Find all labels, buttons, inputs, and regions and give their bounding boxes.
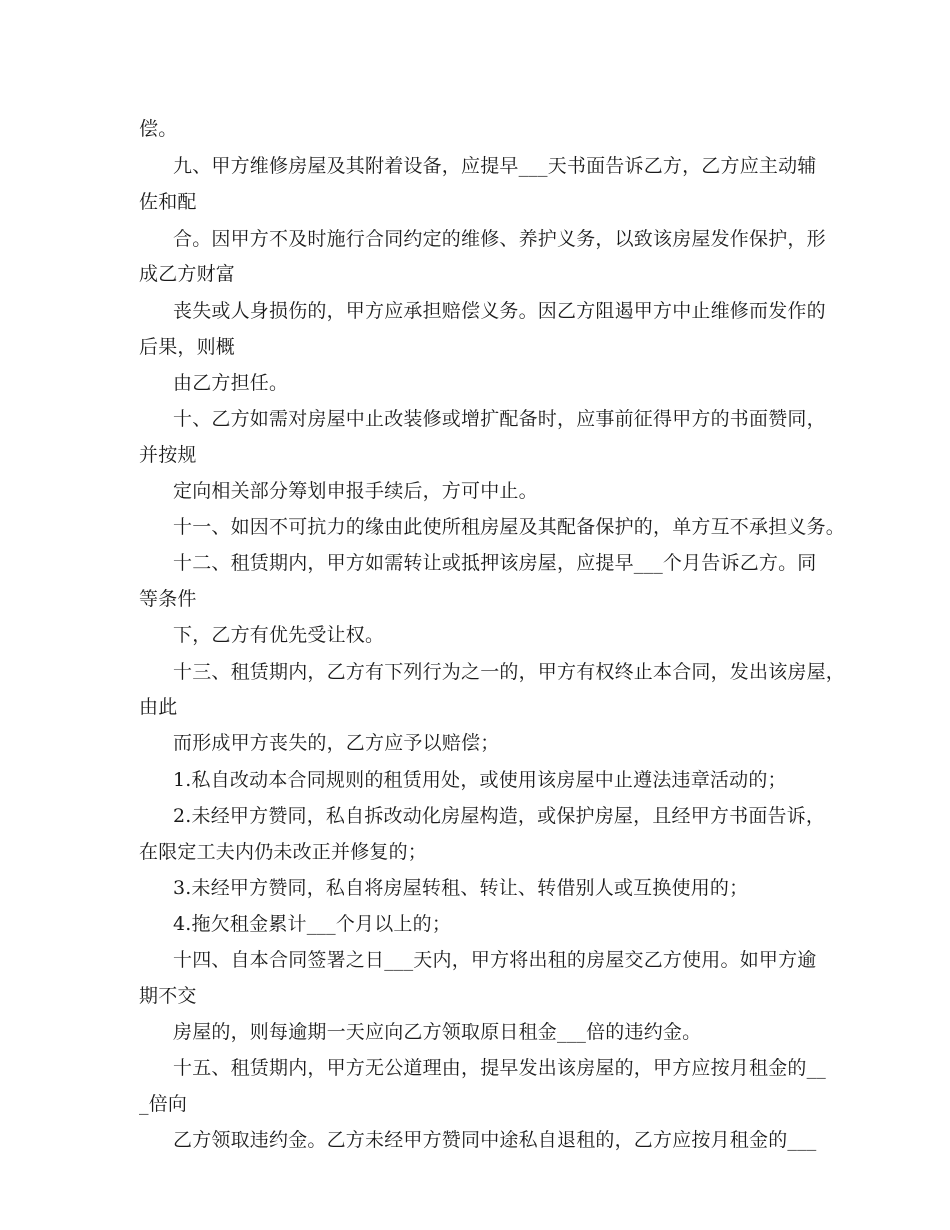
- text-line-17: 由此: [139, 696, 178, 718]
- text-line-9: 十、乙方如需对房屋中止改装修或增扩配备时，应事前征得甲方的书面赞同，: [173, 408, 826, 430]
- text-line-22: 3.未经甲方赞同，私自将房屋转租、转让、转借别人或互换使用的；: [173, 877, 749, 899]
- text-line-4: 合。因甲方不及时施行合同约定的维修、养护义务，以致该房屋发作保护，形: [173, 228, 826, 250]
- text-line-26: 房屋的，则每逾期一天应向乙方领取原日租金___倍的违约金。: [173, 1021, 702, 1043]
- text-line-5: 成乙方财富: [139, 263, 236, 285]
- text-line-15: 下，乙方有优先受让权。: [173, 624, 385, 646]
- text-line-28: _倍向: [139, 1093, 188, 1115]
- text-line-24: 十四、自本合同签署之日___天内，甲方将出租的房屋交乙方使用。如甲方逾: [173, 949, 817, 971]
- text-line-25: 期不交: [139, 985, 197, 1007]
- text-line-2: 九、甲方维修房屋及其附着设备，应提早___天书面告诉乙方，乙方应主动辅: [173, 155, 817, 177]
- text-line-29: 乙方领取违约金。乙方未经甲方赞同中途私自退租的，乙方应按月租金的___: [173, 1129, 817, 1151]
- text-line-7: 后果，则概: [139, 336, 236, 358]
- text-line-8: 由乙方担任。: [173, 372, 289, 394]
- text-line-20: 2.未经甲方赞同，私自拆改动化房屋构造，或保护房屋，且经甲方书面告诉，: [173, 805, 826, 827]
- text-line-6: 丧失或人身损伤的，甲方应承担赔偿义务。因乙方阻遏甲方中止维修而发作的: [173, 300, 826, 322]
- text-line-23: 4.拖欠租金累计___个月以上的；: [173, 913, 452, 935]
- text-line-3: 佐和配: [139, 191, 197, 213]
- text-line-11: 定向相关部分筹划申报手续后，方可中止。: [173, 480, 538, 502]
- text-line-18: 而形成甲方丧失的，乙方应予以赔偿；: [173, 732, 500, 754]
- text-line-27: 十五、租赁期内，甲方无公道理由，提早发出该房屋的，甲方应按月租金的__: [173, 1057, 827, 1079]
- text-line-19: 1.私自改动本合同规则的租赁用处，或使用该房屋中止遵法违章活动的；: [173, 769, 787, 791]
- text-line-14: 等条件: [139, 588, 197, 610]
- text-line-10: 并按规: [139, 444, 197, 466]
- text-line-1: 偿。: [139, 118, 178, 140]
- text-line-16: 十三、租赁期内，乙方有下列行为之一的，甲方有权终止本合同，发出该房屋，: [173, 661, 846, 683]
- text-line-13: 十二、租赁期内，甲方如需转让或抵押该房屋，应提早___个月告诉乙方。同: [173, 552, 817, 574]
- text-line-12: 十一、如因不可抗力的缘由此使所租房屋及其配备保护的，单方互不承担义务。: [173, 516, 846, 538]
- text-line-21: 在限定工夫内仍未改正并修复的；: [139, 841, 428, 863]
